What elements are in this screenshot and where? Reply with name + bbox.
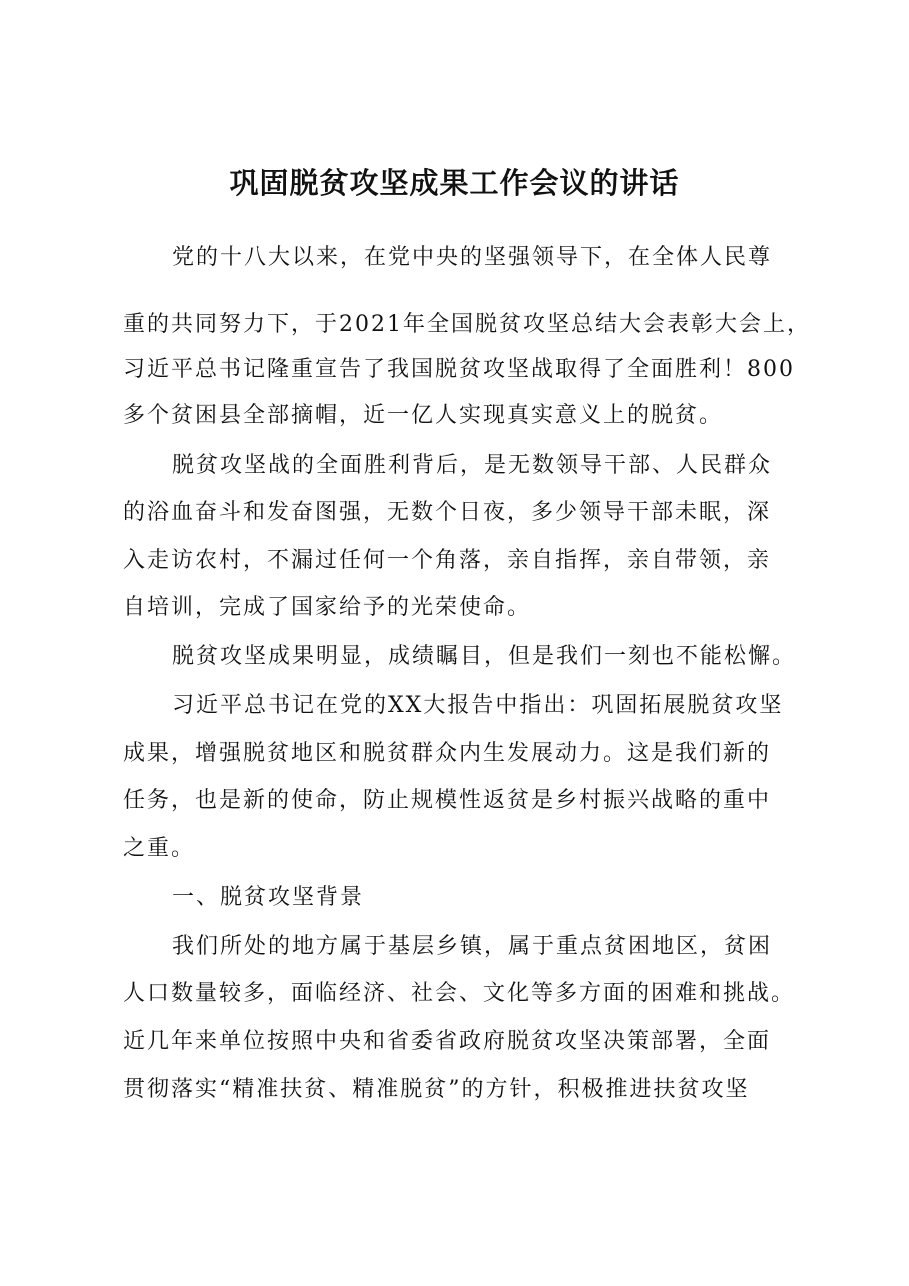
paragraph-line: 的浴血奋斗和发奋图强，无数个日夜，多少领导干部未眠，深 <box>123 500 772 525</box>
paragraph-line: 自培训，完成了国家给予的光荣使命。 <box>123 595 532 620</box>
paragraph-line: 脱贫攻坚成果明显，成绩瞩目，但是我们一刻也不能松懈。 <box>172 644 797 669</box>
paragraph-line: 党的十八大以来，在党中央的坚强领导下，在全体人民尊 <box>172 245 773 270</box>
paragraph-line: 脱贫攻坚战的全面胜利背后，是无数领导干部、人民群众 <box>172 453 773 478</box>
paragraph-line: 之重。 <box>123 836 196 861</box>
paragraph-line: 成果，增强脱贫地区和脱贫群众内生发展动力。这是我们新的 <box>123 741 772 766</box>
paragraph-line: 重的共同努力下，于2021年全国脱贫攻坚总结大会表彰大会上， <box>123 312 811 337</box>
paragraph-line: 多个贫困县全部摘帽，近一亿人实现真实意义上的脱贫。 <box>123 403 724 428</box>
document-title: 巩固脱贫攻坚成果工作会议的讲话 <box>229 166 680 200</box>
paragraph-line: 习近平总书记在党的XX大报告中指出：巩固拓展脱贫攻坚 <box>172 693 784 718</box>
paragraph-line: 人口数量较多，面临经济、社会、文化等多方面的困难和挑战。 <box>123 981 796 1006</box>
paragraph-line: 任务，也是新的使命，防止规模性返贫是乡村振兴战略的重中 <box>123 788 772 813</box>
paragraph-line: 我们所处的地方属于基层乡镇，属于重点贫困地区，贫困 <box>172 934 773 959</box>
section-heading: 一、脱贫攻坚背景 <box>172 885 365 910</box>
paragraph-line: 近几年来单位按照中央和省委省政府脱贫攻坚决策部署，全面 <box>123 1029 772 1054</box>
paragraph-line: 入走访农村，不漏过任何一个角落，亲自指挥，亲自带领，亲 <box>123 548 772 573</box>
paragraph-line: 贯彻落实“精准扶贫、精准脱贫”的方针，积极推进扶贫攻坚 <box>123 1077 750 1102</box>
paragraph-line: 习近平总书记隆重宣告了我国脱贫攻坚战取得了全面胜利！800 <box>123 357 795 382</box>
